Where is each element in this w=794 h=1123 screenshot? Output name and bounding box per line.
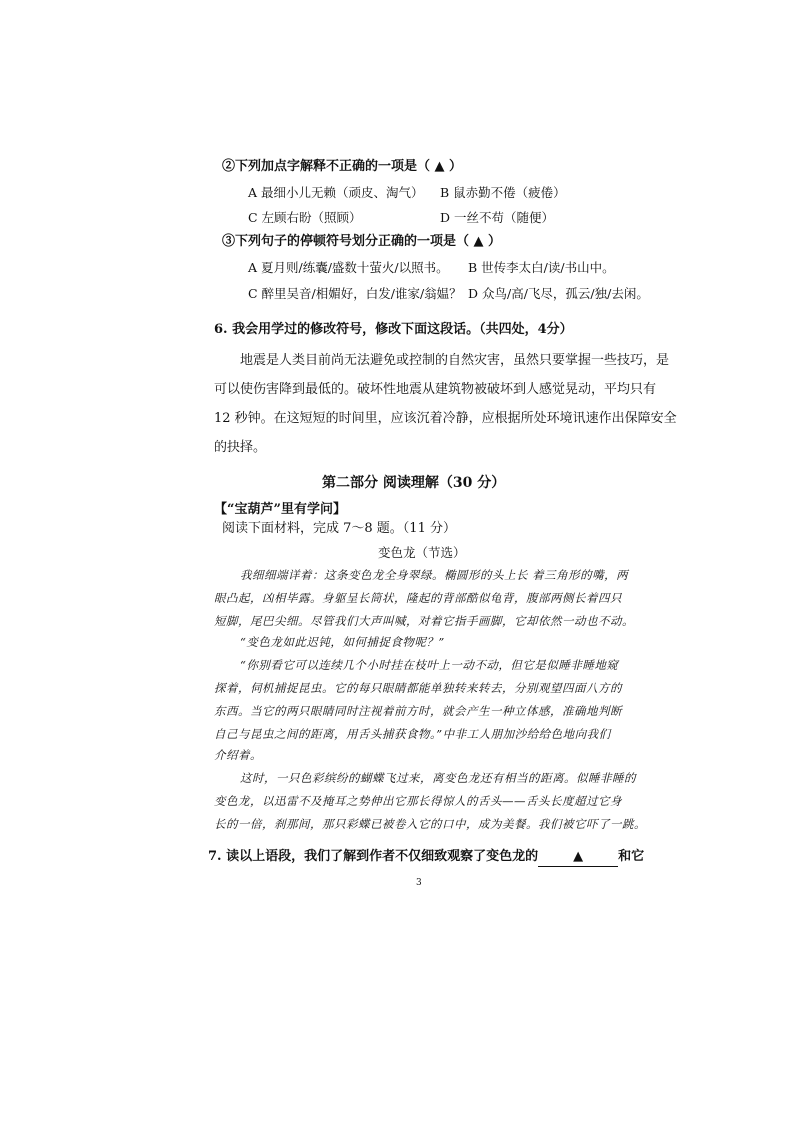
passage-line-2: 眼凸起，凶相毕露。身躯呈长筒状，隆起的背部酷似龟背，腹部两侧长着四只 [214, 591, 622, 605]
q6-line-4: 的抉择。 [214, 440, 267, 455]
q3-option-a: A 夏月则/练囊/盛数十萤火/以照书。 [248, 260, 449, 275]
passage-line-12: 长的一倍，刹那间，那只彩蝶已被卷入它的口中，成为美餐。我们被它吓了一跳。 [214, 817, 646, 831]
q7-prefix: 7. 读以上语段，我们了解到作者不仅细致观察了变色龙的 [208, 849, 539, 864]
passage-line-8: 自己与昆虫之间的距离，用舌头捕获食物。”中非工人朋加沙给给色地向我们 [214, 727, 611, 741]
q3-stem: ③下列句子的停顿符号划分正确的一项是（ ▲ ） [222, 234, 502, 249]
q3-option-c: C 醉里吴音/相媚好，白发/谁家/翁媪？ [248, 286, 462, 301]
q6-stem: 6. 我会用学过的修改符号，修改下面这段话。（共四处，4分） [214, 322, 573, 337]
passage-line-4: “变色龙如此迟钝，如何捕捉食物呢？” [240, 635, 445, 649]
q3-option-b: B 世传李太白/读/书山中。 [468, 260, 615, 275]
page-number: 3 [416, 878, 422, 888]
passage-line-6: 探着，伺机捕捉昆虫。它的每只眼睛都能单独转来转去，分别观望四面八方的 [214, 681, 622, 695]
passage-title: 变色龙（节选） [378, 545, 466, 560]
part2-title: 第二部分 阅读理解（30 分） [322, 475, 506, 491]
passage-line-3: 短脚，尾巴尖细。尽管我们大声叫喊，对着它指手画脚，它却依然一动也不动。 [214, 614, 634, 628]
q3-option-d: D 众鸟/高/飞尽，孤云/独/去闲。 [468, 286, 649, 301]
q2-stem: ②下列加点字解释不正确的一项是（ ▲ ） [222, 159, 463, 174]
q2-option-d: D 一丝不苟（随便） [440, 210, 554, 225]
q7-answer-blank[interactable]: ▲ [538, 848, 618, 867]
passage-line-5: “你别看它可以连续几个小时挂在枝叶上一动不动，但它是似睡非睡地窥 [240, 658, 619, 672]
part2-instruction: 阅读下面材料，完成 7～8 题。（11 分） [222, 521, 456, 536]
q6-line-3: 12 秒钟。在这短短的时间里，应该沉着冷静，应根据所处环境讯速作出保障安全 [214, 411, 677, 426]
passage-line-9: 介绍着。 [214, 748, 262, 762]
q2-option-b: B 鼠赤勤不倦（疲倦） [440, 185, 566, 200]
q6-line-1: 地震是人类目前尚无法避免或控制的自然灾害，虽然只要掌握一些技巧，是 [240, 353, 670, 368]
q7-suffix: 和它 [618, 849, 645, 864]
part2-section: 【“宝葫芦”里有学问】 [214, 502, 346, 517]
q7-stem [208, 848, 644, 867]
passage-line-1: 我细细端详着：这条变色龙全身翠绿。椭圆形的头上长 着三角形的嘴，两 [240, 568, 629, 582]
passage-line-7: 东西。当它的两只眼睛同时注视着前方时，就会产生一种立体感，准确地判断 [214, 704, 622, 718]
q2-option-c: C 左顾右盼（照顾） [248, 210, 362, 225]
passage-line-11: 变色龙，以迅雷不及掩耳之势伸出它那长得惊人的舌头——舌头长度超过它身 [214, 794, 622, 808]
q2-option-a: A 最细小儿无赖（顽皮、淘气） [248, 185, 424, 200]
q6-line-2: 可以使伤害降到最低的。破坏性地震从建筑物被破坏到人感觉晃动，平均只有 [214, 382, 657, 397]
passage-line-10: 这时，一只色彩缤纷的蝴蝶飞过来，离变色龙还有相当的距离。似睡非睡的 [240, 771, 636, 785]
